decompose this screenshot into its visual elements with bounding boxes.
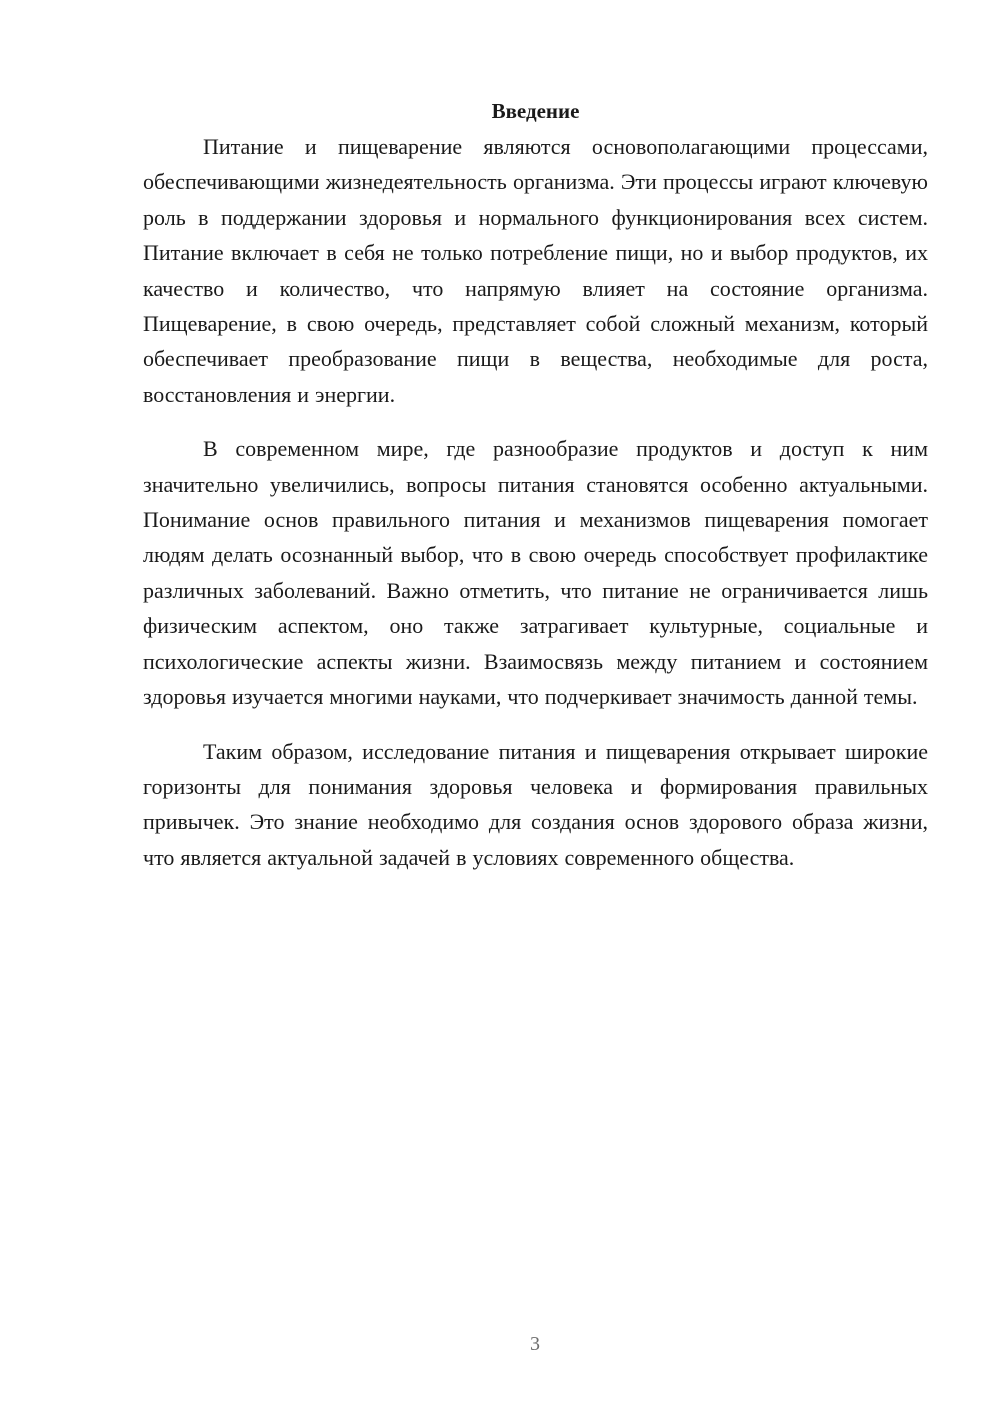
paragraph-3: Таким образом, исследование питания и пищеварения открывает широкие горизонты для понимания здоровья человека и формирования правильных привычек. Это знание необходимо для создания основ здорового образа жизни, что является актуальной задачей в условиях современного общества. bbox=[143, 738, 928, 870]
document-page bbox=[143, 96, 928, 875]
paragraph-2: В современном мире, где разнообразие продуктов и доступ к ним значительно увеличились, вопросы питания становятся особенно актуальными. Понимание основ правильного питания и механизмов пищеварения помогает людям делать осознанный выбор, что в свою очередь способствует профилактике различных заболеваний. Важно отметить, что питание не ограничивается лишь физическим аспектом, оно также затрагивает культурные, социальные и психологические аспекты жизни. Взаимосвязь между питанием и состоянием здоровья изучается многими науками, что подчеркивает значимость данной темы. bbox=[143, 436, 928, 710]
page-number: 3 bbox=[530, 1333, 540, 1355]
paragraph-1: Питание и пищеварение являются основополагающими процессами, обеспечивающими жизнедеятельность организма. Эти процессы играют ключевую роль в поддержании здоровья и нормального функционирования всех систем. Питание включает в себя не только потребление пищи, но и выбор продуктов, их качество и количество, что напрямую влияет на состояние организма. Пищеварение, в свою очередь, представляет собой сложный механизм, который обеспечивает преобразование пищи в вещества, необходимые для роста, восстановления и энергии. bbox=[143, 134, 928, 407]
section-title: Введение bbox=[491, 99, 580, 123]
